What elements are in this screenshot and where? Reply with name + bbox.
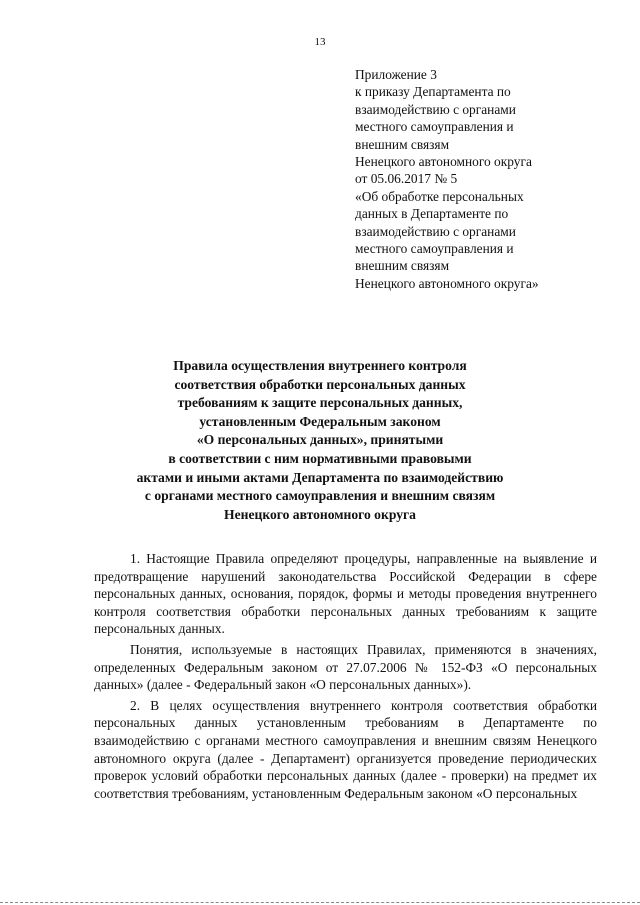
appendix-line: «Об обработке персональных <box>355 188 524 204</box>
document-body <box>94 550 597 805</box>
body-paragraph: 2. В целях осуществления внутреннего контроля соответствия обработки персональных данных установленным требованиям в Департаменте по взаимодействию с органами местного самоуправления и внешним связям Ненецкого автономного округа (далее - Департамент) организуется проведение периодических проверок условий обработки персональных данных (далее - проверки) на предмет их соответствия требованиям, установленным Федеральным законом «О персональных <box>94 697 597 801</box>
appendix-line: взаимодействию с органами <box>355 223 516 239</box>
title-line: с органами местного самоуправления и внешним связям <box>144 488 496 504</box>
title-line: актами и иными актами Департамента по взаимодействию <box>136 469 504 485</box>
appendix-line: к приказу Департамента по <box>355 84 511 100</box>
appendix-line: данных в Департаменте по <box>355 206 509 222</box>
title-line: требованиям к защите персональных данных, <box>177 395 463 411</box>
document-title <box>95 357 545 524</box>
title-line: «О персональных данных», принятыми <box>196 432 444 448</box>
appendix-line: от 05.06.2017 № 5 <box>355 171 458 187</box>
appendix-line: Приложение 3 <box>355 67 437 82</box>
body-paragraph: 1. Настоящие Правила определяют процедуры, направленные на выявление и предотвращение нарушений законодательства Российской Федерации в сфере персональных данных, основания, порядок, формы и методы проведения внутреннего контроля соответствия обработки персональных данных требованиям к защите персональных данных. <box>94 551 597 637</box>
page-number: 13 <box>314 36 326 48</box>
appendix-line: внешним связям <box>355 258 450 274</box>
title-line: соответствия обработки персональных данных <box>174 376 466 392</box>
appendix-header <box>355 66 625 292</box>
title-line: Ненецкого автономного округа <box>224 506 416 522</box>
title-line: установленным Федеральным законом <box>199 413 441 429</box>
appendix-line: местного самоуправления и <box>355 241 514 257</box>
appendix-line: взаимодействию с органами <box>355 101 516 117</box>
appendix-line: Ненецкого автономного округа <box>355 154 532 170</box>
title-line: в соответствии с ним нормативными правовыми <box>168 450 472 466</box>
appendix-line: местного самоуправления и <box>355 119 514 135</box>
body-paragraph: Понятия, используемые в настоящих Правилах, применяются в значениях, определенных Федеральным законом от 27.07.2006 № 152-ФЗ «О персональных данных» (далее - Федеральный закон «О персональных данных»). <box>94 641 597 693</box>
appendix-line: Ненецкого автономного округа» <box>355 275 539 291</box>
appendix-line: внешним связям <box>355 136 450 152</box>
title-line: Правила осуществления внутреннего контроля <box>173 358 467 373</box>
page-bottom-edge <box>0 902 640 903</box>
